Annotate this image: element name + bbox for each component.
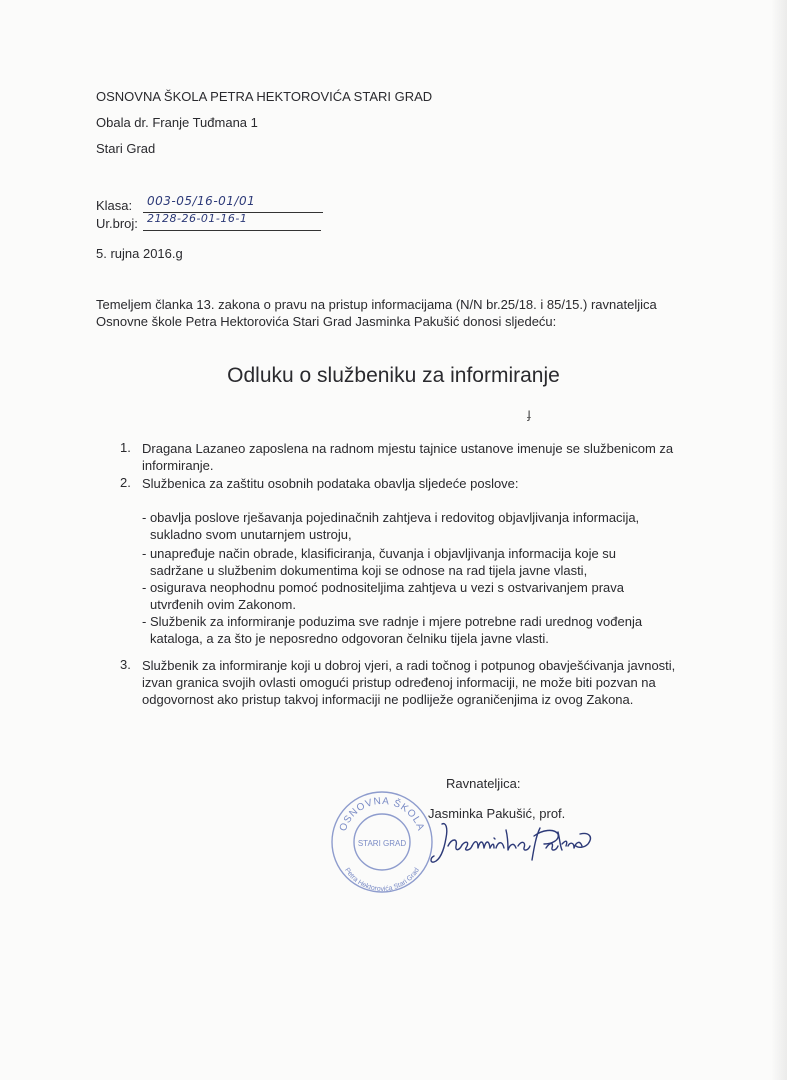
item-3-line-2: izvan granica svojih ovlasti omogući pristup određenoj informaciji, ne može biti pozvan na bbox=[142, 675, 656, 690]
bullet-4-line-1: - Službenik za informiranje poduzima sve radnje i mjere potrebne radi urednog vođenja bbox=[142, 614, 643, 629]
signoff-name: Jasminka Pakušić, prof. bbox=[428, 806, 566, 821]
urbroj-value: 2128-26-01-16-1 bbox=[147, 212, 248, 225]
bullet-4-line-2: kataloga, a za što je neposredno odgovoran čelniku tijela javne vlasti. bbox=[150, 631, 549, 646]
bullet-2-line-1: - unapređuje način obrade, klasificiranja, čuvanja i objavljivanja informacija koje su bbox=[142, 546, 617, 561]
handwritten-signature bbox=[428, 818, 598, 868]
bullet-4 bbox=[142, 613, 642, 647]
document-date: 5. rujna 2016.g bbox=[96, 246, 183, 261]
school-name: OSNOVNA ŠKOLA PETRA HEKTOROVIĆA STARI GRAD bbox=[96, 89, 433, 104]
bullet-3-line-1: - osigurava neophodnu pomoć podnositeljima zahtjeva u vezi s ostvarivanjem prava bbox=[142, 580, 624, 595]
bullet-3-line-2: utvrđenih ovim Zakonom. bbox=[150, 597, 296, 612]
item-2-text bbox=[142, 475, 519, 492]
klasa-field bbox=[143, 196, 323, 213]
bullet-3 bbox=[142, 579, 624, 613]
scan-edge bbox=[771, 0, 787, 1080]
klasa-label: Klasa: bbox=[96, 198, 133, 213]
item-3-line-1: Službenik za informiranje koji u dobroj vjeri, a radi točnog i potpunog obavješćivanja javnosti, bbox=[142, 658, 676, 673]
item-3-line-3: odgovornost ako pristup takvoj informaciji ne podliježe ograničenjima iz ovog Zakona. bbox=[142, 692, 634, 707]
item-2-number: 2. bbox=[120, 475, 131, 490]
item-3-number: 3. bbox=[120, 657, 131, 672]
school-city: Stari Grad bbox=[96, 141, 156, 156]
intro-line-2: Osnovne škole Petra Hektorovića Stari Grad Jasminka Pakušić donosi sljedeću: bbox=[96, 314, 557, 329]
pen-mark: ɟ bbox=[527, 405, 531, 421]
bullet-1-line-1: - obavlja poslove rješavanja pojedinačnih zahtjeva i redovitog objavljivanja informacija, bbox=[142, 510, 640, 525]
bullet-1 bbox=[142, 509, 639, 543]
intro-paragraph bbox=[96, 296, 657, 330]
stamp-bottom-text: Petra Hektorovića Stari Grad bbox=[343, 866, 421, 893]
document-title: Odluku o službeniku za informiranje bbox=[227, 364, 560, 387]
item-1-text bbox=[142, 440, 673, 474]
urbroj-field bbox=[143, 214, 321, 231]
stamp-top-text: OSNOVNA ŠKOLA bbox=[337, 795, 427, 833]
klasa-value: 003-05/16-01/01 bbox=[147, 194, 256, 208]
item-1-number: 1. bbox=[120, 440, 131, 455]
item-1-line-2: informiranje. bbox=[142, 458, 214, 473]
stamp-center-text: STARI GRAD bbox=[357, 839, 407, 848]
urbroj-label: Ur.broj: bbox=[96, 216, 138, 231]
item-2-line-1: Službenica za zaštitu osobnih podataka obavlja sljedeće poslove: bbox=[142, 476, 519, 491]
bullet-2 bbox=[142, 545, 616, 579]
school-stamp bbox=[327, 788, 437, 896]
bullet-1-line-2: sukladno svom unutarnjem ustroju, bbox=[150, 527, 352, 542]
signoff-role: Ravnateljica: bbox=[446, 776, 521, 791]
intro-line-1: Temeljem članka 13. zakona o pravu na pristup informacijama (N/N br.25/18. i 85/15.) ravnateljica bbox=[96, 297, 657, 312]
bullet-2-line-2: sadržane u službenim dokumentima koji se odnose na rad tijela javne vlasti, bbox=[150, 563, 588, 578]
school-address: Obala dr. Franje Tuđmana 1 bbox=[96, 115, 258, 130]
item-1-line-1: Dragana Lazaneo zaposlena na radnom mjestu tajnice ustanove imenuje se službenicom za bbox=[142, 441, 674, 456]
item-3-text bbox=[142, 657, 675, 708]
